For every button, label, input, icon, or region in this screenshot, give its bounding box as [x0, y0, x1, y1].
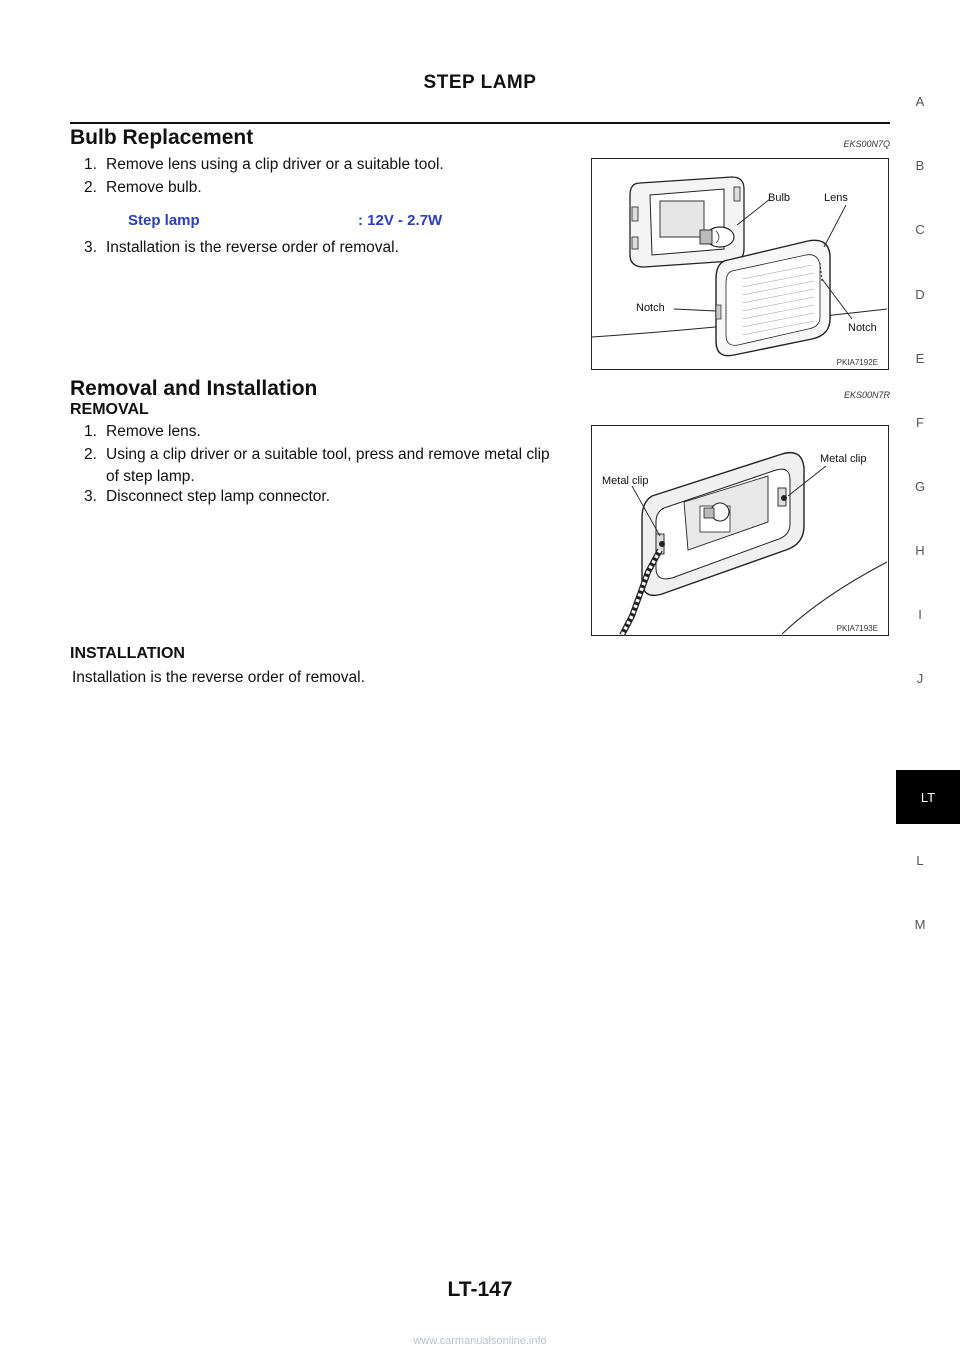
watermark: www.carmanualsonline.info [413, 1335, 547, 1347]
figure-code: PKIA7193E [836, 624, 878, 633]
side-index-b[interactable]: B [915, 158, 925, 173]
step-3 [84, 237, 399, 259]
label-metal-clip-right: Metal clip [820, 453, 867, 465]
label-bulb: Bulb [768, 192, 791, 204]
header-rule [70, 122, 890, 124]
figure-code: PKIA7192E [836, 358, 878, 367]
subheading-installation: INSTALLATION [70, 645, 185, 662]
step-text-continued: of step lamp. [106, 468, 195, 485]
step-number: 1. [84, 156, 97, 173]
removal-step-2 [84, 444, 584, 488]
step-text: Remove bulb. [106, 179, 202, 196]
side-index-j[interactable]: J [916, 671, 924, 686]
subheading-removal: REMOVAL [70, 401, 149, 418]
section-code: EKS00N7R [843, 390, 890, 400]
page-number: LT-147 [447, 1278, 513, 1301]
step-text: Installation is the reverse order of removal. [106, 239, 399, 256]
step-number: 3. [84, 488, 97, 505]
figure-removal [591, 425, 889, 636]
label-notch-right: Notch [848, 322, 877, 334]
section-code: EKS00N7Q [843, 139, 890, 149]
metal-clip-illustration [592, 426, 888, 635]
section-heading-removal-installation: Removal and Installation [70, 377, 318, 400]
step-number: 2. [84, 446, 97, 463]
side-index-f[interactable]: F [916, 415, 924, 430]
side-index-d[interactable]: D [915, 287, 925, 302]
removal-step-1 [84, 421, 201, 443]
removal-step-3 [84, 486, 330, 508]
page-title: STEP LAMP [423, 72, 537, 93]
label-metal-clip-left: Metal clip [602, 475, 649, 487]
label-lens: Lens [824, 192, 848, 204]
side-index-l[interactable]: L [916, 853, 924, 868]
side-index-e[interactable]: E [915, 351, 925, 366]
section-heading-bulb-replacement: Bulb Replacement [70, 126, 254, 149]
side-index-m[interactable]: M [914, 917, 926, 932]
bulb-lens-illustration [592, 159, 888, 369]
step-number: 2. [84, 179, 97, 196]
step-2 [84, 177, 202, 199]
step-text: Using a clip driver or a suitable tool, press and remove metal clip [106, 446, 550, 463]
spec-label: Step lamp [128, 212, 200, 229]
side-index-c[interactable]: C [915, 222, 925, 237]
label-notch-left: Notch [636, 302, 665, 314]
step-1 [84, 154, 444, 176]
side-index-a[interactable]: A [915, 94, 925, 109]
side-index-active-lt[interactable]: LT [896, 770, 960, 824]
installation-text: Installation is the reverse order of removal. [72, 669, 365, 686]
side-index-g[interactable]: G [914, 479, 926, 494]
step-number: 1. [84, 423, 97, 440]
side-index-i[interactable]: I [918, 607, 922, 622]
step-number: 3. [84, 239, 97, 256]
step-text: Remove lens using a clip driver or a suitable tool. [106, 156, 444, 173]
step-text: Remove lens. [106, 423, 201, 440]
side-index-h[interactable]: H [915, 543, 925, 558]
step-text: Disconnect step lamp connector. [106, 488, 331, 505]
spec-value: : 12V - 2.7W [358, 212, 443, 229]
figure-bulb-replacement [591, 158, 889, 370]
